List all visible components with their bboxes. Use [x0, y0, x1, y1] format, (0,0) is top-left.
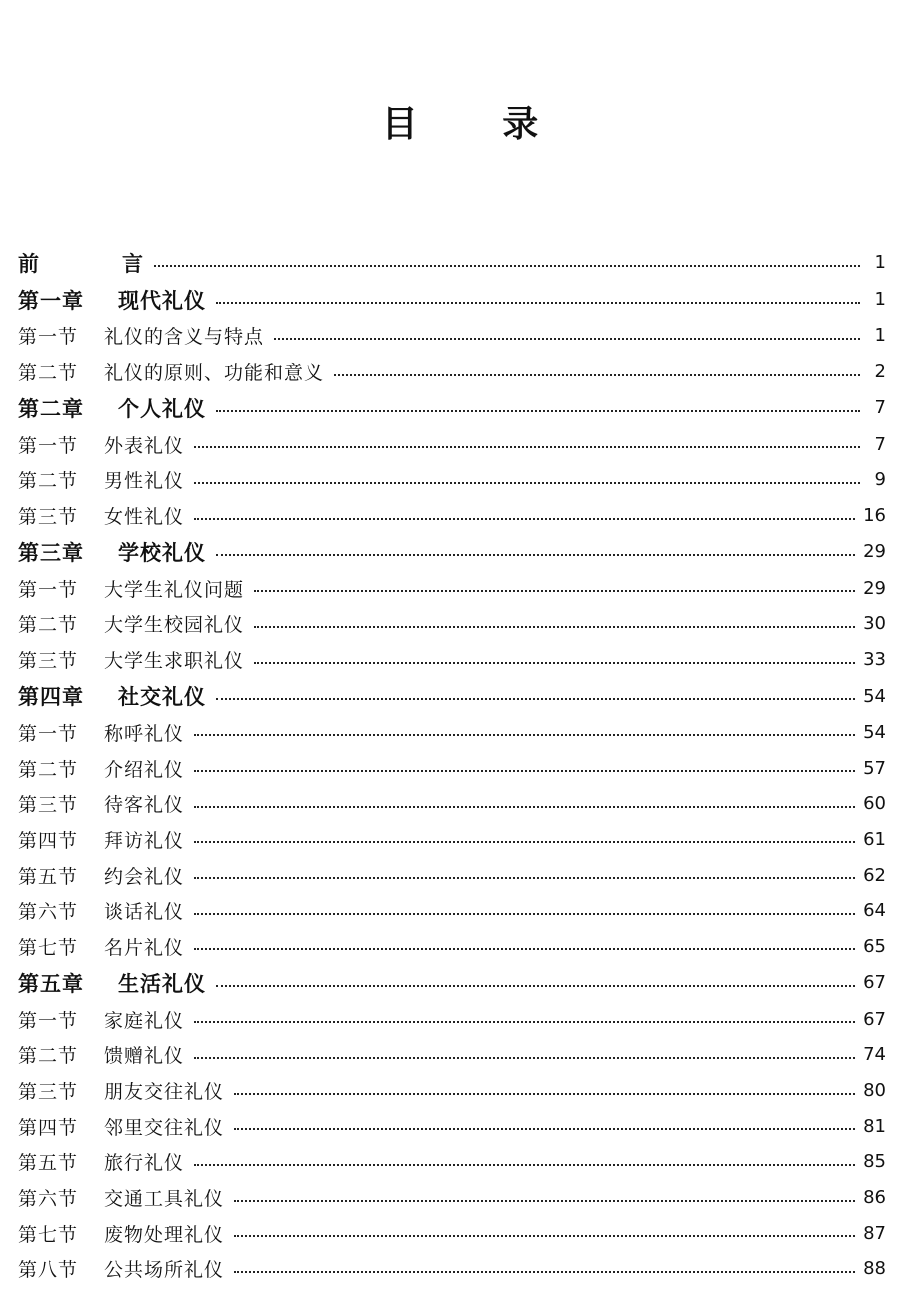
toc-page-number: 30 — [863, 613, 886, 635]
toc-page-number: 2 — [874, 361, 886, 383]
dot-leader — [194, 841, 855, 843]
toc-section-entry[interactable] — [18, 1001, 886, 1037]
dot-leader — [194, 877, 855, 879]
toc-section-entry[interactable] — [18, 606, 886, 642]
toc-section-entry[interactable] — [18, 1215, 886, 1251]
toc-entry-number: 第五章 — [18, 971, 84, 996]
toc-section-entry[interactable] — [18, 1073, 886, 1109]
toc-section-entry[interactable] — [18, 1037, 886, 1073]
toc-chapter-entry[interactable] — [18, 678, 886, 715]
toc-entry-title: 生活礼仪 — [118, 971, 206, 996]
toc-entry-title: 馈赠礼仪 — [104, 1045, 185, 1068]
toc-entry-number: 第七节 — [18, 1223, 79, 1246]
toc-entry-title: 家庭礼仪 — [104, 1009, 185, 1032]
dot-leader — [216, 985, 855, 987]
toc-page-number: 61 — [863, 828, 886, 850]
toc-entry-title: 约会礼仪 — [104, 865, 185, 888]
dot-leader — [194, 482, 860, 484]
toc-section-entry[interactable] — [18, 750, 886, 786]
toc-entry-number: 第一节 — [18, 1009, 79, 1032]
page-title: 目 录 — [381, 104, 575, 145]
toc-page-number: 64 — [863, 900, 886, 922]
toc-entry-title: 礼仪的原则、功能和意义 — [104, 362, 325, 385]
dot-leader — [216, 410, 860, 412]
toc-entry-title: 现代礼仪 — [118, 288, 206, 313]
toc-entry-number: 前 — [18, 251, 40, 276]
toc-entry-number: 第二节 — [18, 1045, 79, 1068]
toc-page-number: 29 — [863, 541, 886, 563]
toc-entry-number: 第七节 — [18, 936, 79, 959]
toc-page-number: 67 — [863, 1008, 886, 1030]
toc-entry-title: 谈话礼仪 — [104, 901, 185, 924]
dot-leader — [216, 302, 860, 304]
toc-page-number: 1 — [874, 252, 886, 273]
toc-section-entry[interactable] — [18, 354, 886, 390]
toc-entry-number: 第三章 — [18, 540, 84, 565]
toc-entry-title: 大学生校园礼仪 — [104, 614, 245, 637]
toc-section-entry[interactable] — [18, 715, 886, 751]
toc-entry-title: 交通工具礼仪 — [104, 1188, 225, 1211]
toc-entry-number: 第一节 — [18, 434, 79, 457]
dot-leader — [194, 734, 855, 736]
toc-chapter-entry[interactable] — [18, 533, 886, 570]
toc-entry-preface[interactable] — [18, 244, 886, 281]
toc-entry-title: 名片礼仪 — [104, 936, 185, 959]
dot-leader — [216, 554, 855, 556]
toc-entry-title: 大学生求职礼仪 — [104, 650, 245, 673]
dot-leader — [334, 374, 860, 376]
toc-page-number: 29 — [863, 577, 886, 599]
toc-section-entry[interactable] — [18, 498, 886, 534]
toc-page-number: 16 — [863, 505, 886, 527]
toc-entry-number: 第四章 — [18, 685, 84, 709]
toc-page-number: 54 — [863, 721, 886, 743]
toc-page-number: 65 — [863, 935, 886, 957]
toc-section-entry[interactable] — [18, 929, 886, 965]
dot-leader — [194, 518, 855, 520]
toc-section-entry[interactable] — [18, 426, 886, 462]
toc-entry-title: 礼仪的含义与特点 — [104, 326, 265, 349]
dot-leader — [234, 1128, 855, 1130]
toc-entry-number: 第一节 — [18, 722, 79, 745]
toc-entry-title: 大学生礼仪问题 — [104, 578, 245, 601]
dot-leader — [254, 662, 855, 664]
toc-section-entry[interactable] — [18, 1180, 886, 1216]
toc-entry-title: 外表礼仪 — [104, 434, 185, 457]
toc-entry-number: 第一章 — [18, 288, 84, 313]
toc-section-entry[interactable] — [18, 893, 886, 929]
toc-section-entry[interactable] — [18, 318, 886, 354]
toc-entry-title: 个人礼仪 — [118, 396, 206, 421]
dot-leader — [194, 913, 855, 915]
toc-entry-title: 公共场所礼仪 — [104, 1259, 225, 1282]
toc-entry-number: 第五节 — [18, 1152, 79, 1175]
toc-entry-title: 学校礼仪 — [118, 540, 206, 565]
dot-leader — [194, 1164, 855, 1166]
toc-entry-title: 废物处理礼仪 — [104, 1223, 225, 1246]
toc-page-number: 86 — [863, 1187, 886, 1209]
toc-page-number: 62 — [863, 864, 886, 886]
toc-entry-number: 第四节 — [18, 1116, 79, 1139]
toc-entry-number: 第三节 — [18, 1081, 79, 1104]
toc-section-entry[interactable] — [18, 822, 886, 858]
dot-leader — [194, 1021, 855, 1023]
toc-page-number: 1 — [874, 289, 886, 310]
toc-entry-title: 旅行礼仪 — [104, 1152, 185, 1175]
toc-page-number: 57 — [863, 757, 886, 779]
toc-page-number: 87 — [863, 1222, 886, 1244]
toc-section-entry[interactable] — [18, 642, 886, 678]
toc-page-number: 88 — [863, 1258, 886, 1280]
toc-section-entry[interactable] — [18, 462, 886, 498]
dot-leader — [194, 770, 855, 772]
toc-page-number: 7 — [874, 433, 886, 455]
toc-entry-number: 第二章 — [18, 396, 84, 421]
dot-leader — [234, 1235, 855, 1237]
toc-page-number: 81 — [863, 1115, 886, 1137]
toc-section-entry[interactable] — [18, 786, 886, 822]
toc-entry-title: 言 — [122, 251, 144, 276]
toc-page-number: 67 — [863, 972, 886, 994]
toc-entry-title: 介绍礼仪 — [104, 758, 185, 781]
toc-entry-title: 朋友交往礼仪 — [104, 1081, 225, 1104]
toc-entry-title: 称呼礼仪 — [104, 722, 185, 745]
toc-page-number: 33 — [863, 649, 886, 671]
toc-entry-number: 第二节 — [18, 614, 79, 637]
toc-entry-number: 第八节 — [18, 1259, 79, 1282]
toc-entry-number: 第六节 — [18, 901, 79, 924]
dot-leader — [194, 806, 855, 808]
toc-page-number: 80 — [863, 1080, 886, 1102]
dot-leader — [216, 698, 855, 700]
dot-leader — [234, 1200, 855, 1202]
dot-leader — [254, 626, 855, 628]
toc-entry-title: 女性礼仪 — [104, 506, 185, 529]
dot-leader — [194, 446, 860, 448]
toc-chapter-entry[interactable] — [18, 964, 886, 1001]
toc-section-entry[interactable] — [18, 857, 886, 893]
toc-section-entry[interactable] — [18, 1251, 886, 1287]
dot-leader — [234, 1271, 855, 1273]
toc-page-number: 85 — [863, 1151, 886, 1173]
toc-entry-title: 社交礼仪 — [118, 685, 206, 709]
dot-leader — [194, 948, 855, 950]
toc-chapter-entry[interactable] — [18, 389, 886, 426]
toc-page-number: 74 — [863, 1044, 886, 1066]
toc-page-number: 7 — [874, 397, 886, 419]
toc-entry-number: 第二节 — [18, 362, 79, 385]
dot-leader — [274, 338, 860, 340]
toc-entry-number: 第三节 — [18, 650, 79, 673]
toc-entry-number: 第二节 — [18, 758, 79, 781]
toc-entry-title: 邻里交往礼仪 — [104, 1116, 225, 1139]
dot-leader — [194, 1057, 855, 1059]
toc-section-entry[interactable] — [18, 1144, 886, 1180]
toc-entry-title: 男性礼仪 — [104, 470, 185, 493]
toc-page-number: 54 — [863, 685, 886, 707]
toc-entry-number: 第一节 — [18, 578, 79, 601]
toc-page-number: 9 — [874, 469, 886, 491]
toc-entry-title: 拜访礼仪 — [104, 829, 185, 852]
toc-chapter-entry[interactable] — [18, 281, 886, 318]
toc-entry-title: 待客礼仪 — [104, 794, 185, 817]
toc-entry-number: 第三节 — [18, 506, 79, 529]
toc-section-entry[interactable] — [18, 1108, 886, 1144]
table-of-contents — [18, 244, 886, 1287]
toc-page-number: 60 — [863, 793, 886, 815]
dot-leader — [154, 265, 860, 267]
toc-entry-number: 第一节 — [18, 326, 79, 349]
toc-section-entry[interactable] — [18, 570, 886, 606]
dot-leader — [254, 590, 855, 592]
dot-leader — [234, 1093, 855, 1095]
toc-entry-number: 第三节 — [18, 794, 79, 817]
toc-entry-number: 第四节 — [18, 829, 79, 852]
toc-entry-number: 第六节 — [18, 1188, 79, 1211]
toc-entry-number: 第二节 — [18, 470, 79, 493]
toc-entry-number: 第五节 — [18, 865, 79, 888]
toc-page-number: 1 — [874, 325, 886, 347]
